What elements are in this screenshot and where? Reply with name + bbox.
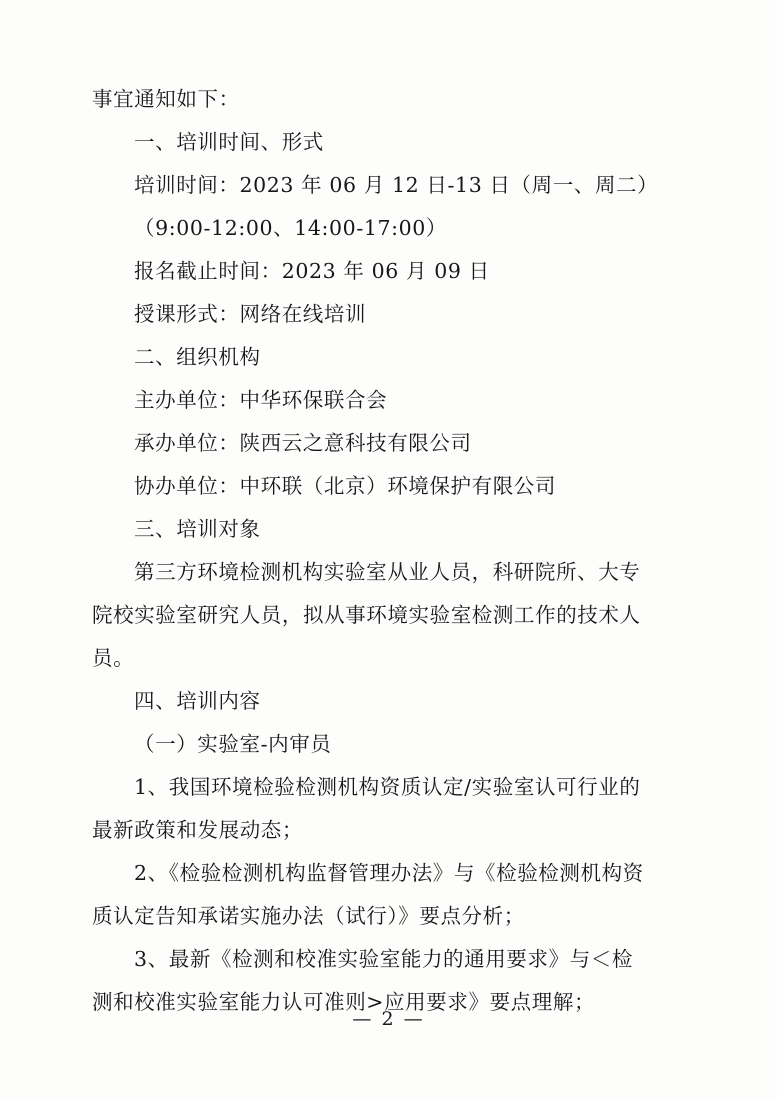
text-line: 报名截止时间：2023 年 06 月 09 日 bbox=[134, 259, 490, 283]
text-line: 院校实验室研究人员，拟从事环境实验室检测工作的技术人 bbox=[92, 603, 641, 627]
text-line: 承办单位：陕西云之意科技有限公司 bbox=[134, 431, 472, 455]
text-line: （9:00-12:00、14:00-17:00） bbox=[134, 216, 448, 240]
text-line: 一、培训时间、形式 bbox=[134, 130, 324, 154]
text-line: 员。 bbox=[92, 646, 135, 670]
text-line: 3、最新《检测和校准实验室能力的通用要求》与＜检 bbox=[134, 947, 633, 971]
text-line: 主办单位：中华环保联合会 bbox=[134, 388, 388, 412]
text-line: （一）实验室-内审员 bbox=[134, 732, 332, 756]
text-line: 四、培训内容 bbox=[134, 689, 261, 713]
text-line: 质认定告知承诺实施办法（试行）》要点分析； bbox=[92, 904, 525, 928]
text-line: 测和校准实验室能力认可准则>应用要求》要点理解； bbox=[92, 990, 596, 1014]
text-line: 最新政策和发展动态； bbox=[92, 818, 303, 842]
page-number: — 2 — bbox=[352, 1008, 425, 1030]
text-line: 第三方环境检测机构实验室从业人员，科研院所、大专 bbox=[134, 560, 641, 584]
text-line: 2、《检验检测机构监督管理办法》与《检验检测机构资 bbox=[134, 861, 644, 885]
text-line: 三、培训对象 bbox=[134, 517, 261, 541]
text-line: 授课形式：网络在线培训 bbox=[134, 302, 367, 326]
text-line: 1、我国环境检验检测机构资质认定/实验室认可行业的 bbox=[134, 775, 641, 799]
text-line: 协办单位：中环联（北京）环境保护有限公司 bbox=[134, 474, 556, 498]
text-line: 培训时间：2023 年 06 月 12 日-13 日（周一、周二） bbox=[134, 173, 659, 197]
text-line: 事宜通知如下： bbox=[92, 87, 240, 111]
document-body bbox=[92, 78, 682, 1024]
text-line: 二、组织机构 bbox=[134, 345, 261, 369]
